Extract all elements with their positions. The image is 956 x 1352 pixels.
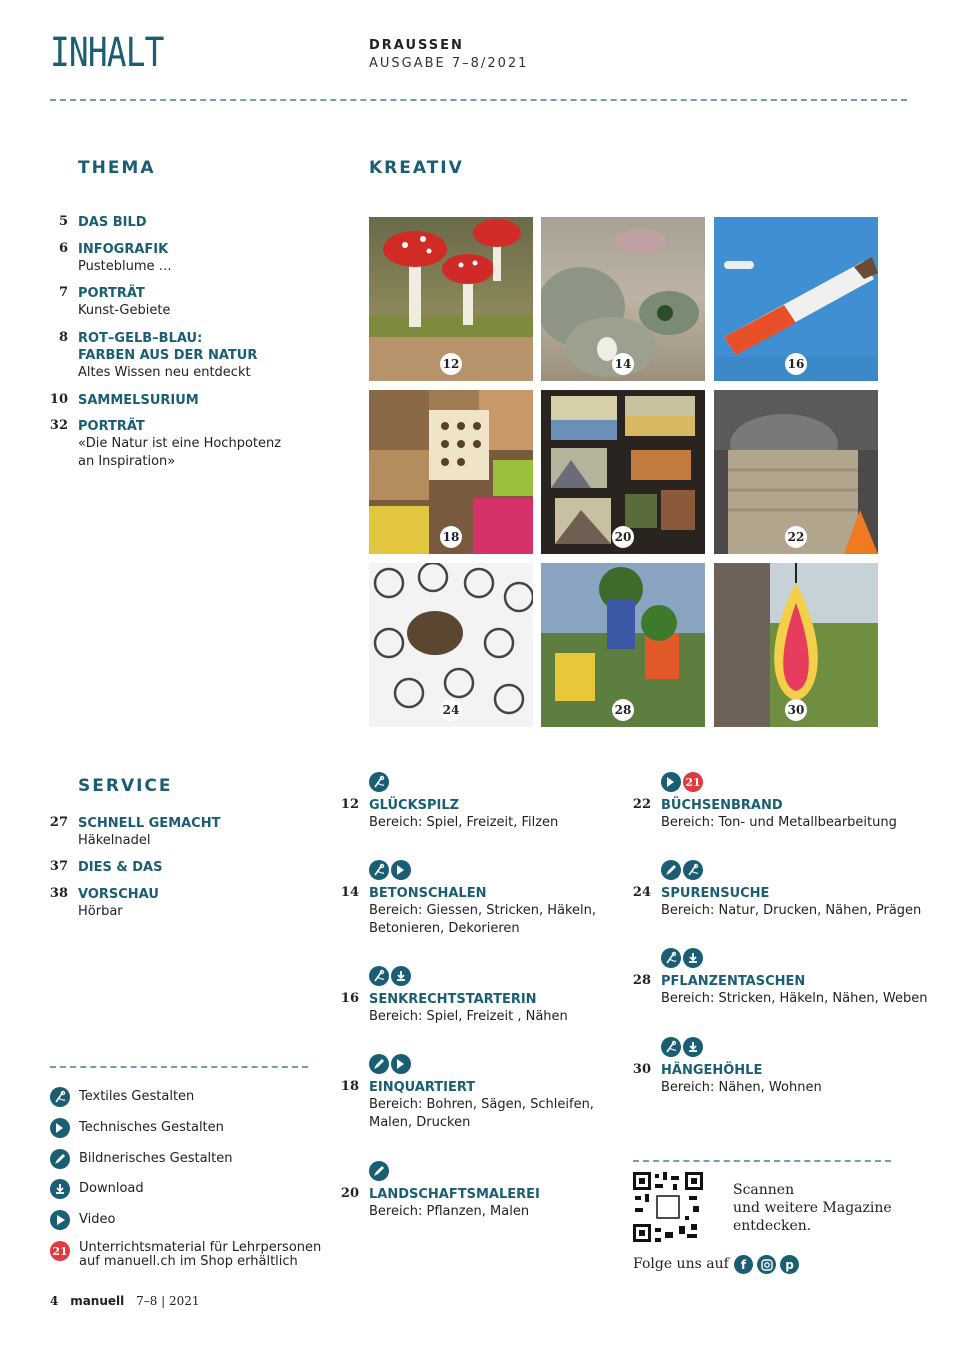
page-number: 14 — [340, 885, 359, 900]
page-number: 6 — [58, 241, 68, 256]
thema-heading: THEMA — [78, 158, 156, 178]
photo-plant-bags[interactable] — [541, 563, 705, 727]
photo-landscape-paintings[interactable] — [541, 390, 705, 554]
photo-page-number: 22 — [785, 526, 807, 548]
page-number: 5 — [58, 214, 68, 229]
legend-label: Video — [79, 1212, 116, 1227]
article-icons — [661, 772, 703, 792]
page-number: 32 — [49, 418, 68, 433]
entry-title: SAMMELSURIUM — [78, 393, 199, 408]
textile-icon — [661, 1037, 681, 1057]
article-area: Bereich: Bohren, Sägen, Schleifen, — [369, 1097, 594, 1112]
page-number: 24 — [632, 885, 651, 900]
legend-item — [50, 1118, 224, 1138]
legend-label: Unterrichtsmaterial für Lehrpersonen — [79, 1240, 322, 1255]
article-entry[interactable] — [632, 885, 922, 920]
qr-divider — [633, 1160, 891, 1162]
legend-item — [50, 1179, 144, 1199]
article-icons — [661, 948, 703, 968]
entry-title: VORSCHAU — [78, 887, 159, 902]
textile-icon — [683, 860, 703, 880]
entry-title: DIES & DAS — [78, 860, 163, 875]
page-number: 7 — [58, 285, 68, 300]
article-entry[interactable] — [340, 885, 597, 938]
entry-title: ROT–GELB–BLAU: — [78, 331, 203, 346]
kreativ-heading: KREATIV — [369, 158, 464, 178]
legend-item — [50, 1087, 194, 1107]
video-icon — [50, 1210, 70, 1230]
issue-label: AUSGABE 7–8/2021 — [369, 56, 529, 71]
page-number: 8 — [58, 330, 68, 345]
article-icons — [661, 860, 703, 880]
legend-label: Bildnerisches Gestalten — [79, 1151, 233, 1166]
article-title: BETONSCHALEN — [369, 886, 487, 901]
entry-title: PORTRÄT — [78, 419, 145, 434]
photo-page-number: 20 — [612, 526, 634, 548]
page-number: 30 — [632, 1062, 651, 1077]
page-number: 38 — [49, 886, 68, 901]
entry-title: DAS BILD — [78, 215, 147, 230]
article-area: Bereich: Spiel, Freizeit, Filzen — [369, 815, 559, 830]
article-title: PFLANZENTASCHEN — [661, 974, 806, 989]
photo-page-number: 28 — [612, 699, 634, 721]
textile-icon — [369, 772, 389, 792]
service-heading: SERVICE — [78, 776, 173, 796]
legend-label: Technisches Gestalten — [79, 1120, 224, 1135]
entry-title: PORTRÄT — [78, 286, 145, 301]
photo-rocket[interactable] — [714, 217, 878, 381]
service-entry[interactable] — [49, 886, 159, 921]
download-icon — [50, 1179, 70, 1199]
thema-entry[interactable] — [49, 392, 199, 409]
article-area: Bereich: Ton- und Metallbearbeitung — [661, 815, 897, 830]
article-title: HÄNGEHÖHLE — [661, 1063, 763, 1078]
article-area: Bereich: Stricken, Häkeln, Nähen, Weben — [661, 991, 928, 1006]
article-title: GLÜCKSPILZ — [369, 798, 460, 813]
thema-entry[interactable] — [49, 418, 282, 471]
magazine-name: DRAUSSEN — [369, 38, 464, 53]
entry-title-line2: FARBEN AUS DER NATUR — [78, 348, 258, 363]
page-number: 16 — [340, 991, 359, 1006]
article-icons — [369, 1161, 389, 1181]
page-number: 20 — [340, 1186, 359, 1201]
photo-hanging-cave[interactable] — [714, 563, 878, 727]
legend-label-line2: auf manuell.ch im Shop erhältlich — [79, 1254, 298, 1269]
instagram-icon[interactable] — [757, 1255, 776, 1274]
article-icons — [369, 1054, 411, 1074]
article-area: Bereich: Spiel, Freizeit , Nähen — [369, 1009, 568, 1024]
facebook-icon[interactable]: f — [734, 1255, 753, 1274]
visual-icon — [50, 1149, 70, 1169]
article-icons — [369, 860, 411, 880]
qr-caption-line3: entdecken. — [733, 1218, 812, 1234]
qr-caption-line2: und weitere Magazine — [733, 1200, 892, 1216]
qr-caption-line1: Scannen — [733, 1182, 795, 1198]
legend-label: Textiles Gestalten — [79, 1089, 195, 1104]
pinterest-icon[interactable]: p — [780, 1255, 799, 1274]
entry-subtitle-line2: an Inspiration» — [78, 454, 176, 469]
legend-item — [50, 1149, 233, 1169]
service-entry[interactable] — [49, 859, 163, 876]
article-entry[interactable] — [632, 1062, 822, 1097]
article-entry[interactable] — [340, 797, 559, 832]
photo-mushrooms[interactable] — [369, 217, 533, 381]
qr-caption — [733, 1181, 893, 1235]
page-number: 22 — [632, 797, 651, 812]
thema-entry[interactable] — [58, 285, 171, 320]
entry-subtitle: «Die Natur ist eine Hochpotenz — [78, 436, 282, 451]
entry-subtitle: Hörbar — [78, 904, 123, 919]
article-icons — [369, 966, 411, 986]
teaching-material-icon: 21 — [50, 1241, 70, 1261]
article-entry[interactable] — [340, 1079, 594, 1132]
download-icon — [683, 1037, 703, 1057]
thema-entry[interactable] — [58, 214, 147, 231]
footer-page-number: 4 — [50, 1294, 59, 1308]
article-area-line2: Betonieren, Dekorieren — [369, 921, 520, 936]
photo-page-number: 30 — [785, 699, 807, 721]
download-icon — [683, 948, 703, 968]
textile-icon — [369, 966, 389, 986]
footer-issue: 7–8 | 2021 — [136, 1294, 200, 1308]
article-area: Bereich: Natur, Drucken, Nähen, Prägen — [661, 903, 922, 918]
article-area: Bereich: Nähen, Wohnen — [661, 1080, 822, 1095]
article-entry[interactable] — [340, 991, 568, 1026]
photo-page-number: 24 — [440, 699, 462, 721]
article-title: LANDSCHAFTSMALEREI — [369, 1187, 540, 1202]
article-title: BÜCHSENBRAND — [661, 798, 783, 813]
entry-subtitle: Häkelnadel — [78, 833, 151, 848]
photo-page-number: 18 — [440, 526, 462, 548]
article-title: SENKRECHTSTARTERIN — [369, 992, 537, 1007]
technical-icon — [50, 1118, 70, 1138]
page-number: 28 — [632, 973, 651, 988]
photo-concrete-bowls[interactable] — [541, 217, 705, 381]
photo-acorn-prints[interactable] — [369, 563, 533, 727]
entry-subtitle: Kunst-Gebiete — [78, 303, 171, 318]
article-entry[interactable] — [632, 797, 897, 832]
legend-divider — [50, 1066, 308, 1068]
article-area: Bereich: Pflanzen, Malen — [369, 1204, 530, 1219]
technical-icon — [661, 772, 681, 792]
legend-item — [50, 1241, 321, 1269]
article-title: EINQUARTIERT — [369, 1080, 476, 1095]
textile-icon — [661, 948, 681, 968]
photo-can-fire[interactable] — [714, 390, 878, 554]
page-title: INHALT — [50, 30, 164, 76]
entry-title: INFOGRAFIK — [78, 242, 169, 257]
follow-label: Folge uns auf — [633, 1256, 729, 1272]
article-entry[interactable] — [340, 1186, 540, 1221]
article-area-line2: Malen, Drucken — [369, 1115, 471, 1130]
qr-code[interactable] — [633, 1172, 703, 1242]
textile-icon — [50, 1087, 70, 1107]
entry-subtitle: Altes Wissen neu entdeckt — [78, 365, 251, 380]
article-area: Bereich: Giessen, Stricken, Häkeln, — [369, 903, 597, 918]
footer-magazine: manuell — [70, 1294, 125, 1308]
visual-icon — [369, 1054, 389, 1074]
article-title: SPURENSUCHE — [661, 886, 770, 901]
legend-label: Download — [79, 1181, 144, 1196]
legend-item — [50, 1210, 115, 1230]
photo-insect-hotel[interactable] — [369, 390, 533, 554]
thema-entry[interactable] — [58, 330, 258, 382]
textile-icon — [369, 860, 389, 880]
photo-page-number: 12 — [440, 353, 462, 375]
visual-icon — [661, 860, 681, 880]
thema-entry[interactable] — [58, 241, 172, 276]
header-divider — [50, 99, 907, 101]
technical-icon — [391, 860, 411, 880]
photo-page-number: 14 — [612, 353, 634, 375]
service-entry[interactable] — [49, 815, 221, 850]
technical-icon — [391, 1054, 411, 1074]
page-number: 10 — [49, 392, 68, 407]
page-number: 18 — [340, 1079, 359, 1094]
teaching-material-icon: 21 — [683, 772, 703, 792]
page-footer — [50, 1294, 200, 1308]
article-icons — [369, 772, 389, 792]
download-icon — [391, 966, 411, 986]
article-icons — [661, 1037, 703, 1057]
entry-subtitle: Pusteblume … — [78, 259, 172, 274]
photo-page-number: 16 — [785, 353, 807, 375]
visual-icon — [369, 1161, 389, 1181]
page-number: 27 — [49, 815, 68, 830]
page-number: 12 — [340, 797, 359, 812]
article-entry[interactable] — [632, 973, 928, 1008]
entry-title: SCHNELL GEMACHT — [78, 816, 221, 831]
page-number: 37 — [49, 859, 68, 874]
